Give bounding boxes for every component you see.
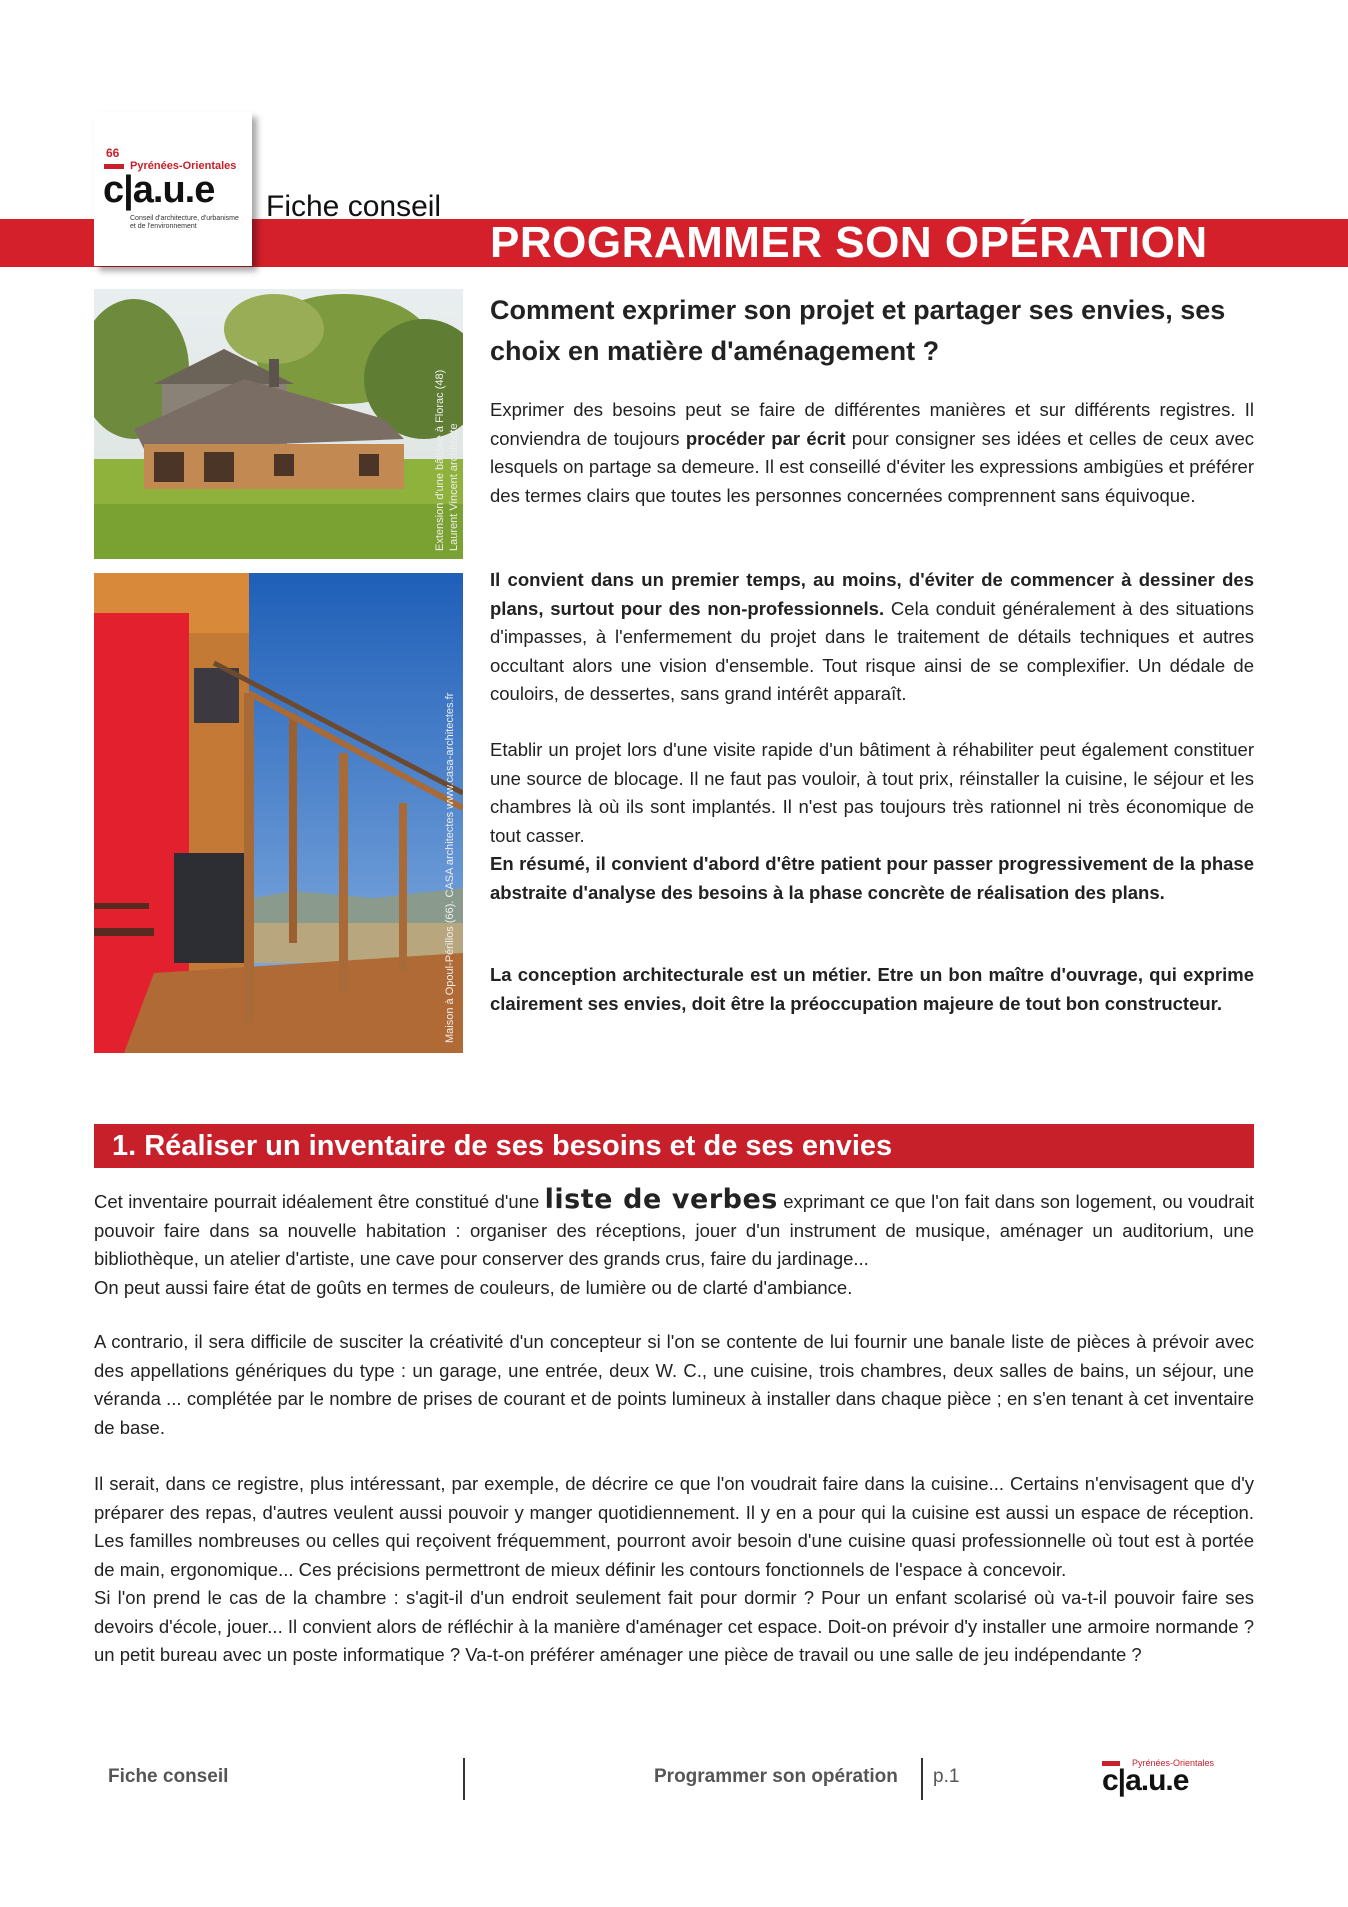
intro-paragraph-2: Il convient dans un premier temps, au moins, d'éviter de commencer à dessiner des plans, surtout pour des non-professionnels. Cela conduit généralement à des situations d'impasses, à l'enfermement du projet dans le traitement de détails techniques et autres occultant alors une vision d'ensemble. Tout risque ainsi de se complexifier. Un dédale de couloirs, de dessertes, sans grand intérêt apparaît.	[490, 569, 1254, 704]
logo-number: 66	[106, 146, 120, 160]
footer-title: Programmer son opération	[654, 1766, 898, 1787]
photo-house-extension	[94, 289, 463, 559]
intro-summary: En résumé, il convient d'abord d'être patient pour passer progressivement de la phase abstraite d'analyse des besoins à la phase concrète de réalisation des plans.	[490, 853, 1254, 903]
section-paragraph-1: Cet inventaire pourrait idéalement être constitué d'une liste de verbes exprimant ce que l'on fait dans son logement, ou voudrait pouvoir faire dans sa nouvelle habitation : organiser des réceptions, jouer d'un instrument de musique, aménager un auditorium, une bibliothèque, un atelier d'artiste, une cave pour conserver des grands crus, faire du jardinage... On peut aussi faire état de goûts en termes de couleurs, de lumière ou de clarté d'ambiance.	[94, 1184, 1254, 1298]
caue-logo	[94, 112, 252, 266]
logo-department: Pyrénées-Orientales	[130, 160, 237, 172]
photo1-credit-line2: Laurent Vincent architecte	[448, 423, 460, 551]
photo-red-house-pergola	[94, 573, 463, 1053]
footer-divider	[921, 1758, 923, 1800]
lead-question: Comment exprimer son projet et partager ses envies, ses choix en matière d'aménagement ?	[490, 295, 1226, 366]
footer-divider	[463, 1758, 465, 1800]
footer-logo-department: Pyrénées-Orientales	[1132, 1758, 1215, 1768]
intro-paragraph-5: La conception architecturale est un métier. Etre un bon maître d'ouvrage, qui exprime clairement ses envies, doit être la préoccupation majeure de tout bon constructeur.	[490, 964, 1254, 1014]
footer-logo: c|a.u.e	[1102, 1764, 1189, 1797]
fiche-label: Fiche conseil	[266, 190, 442, 223]
logo-name: c|a.u.e	[103, 169, 215, 211]
liste-de-verbes-emphasis: liste de verbes	[544, 1184, 778, 1215]
intro-paragraph-1: Exprimer des besoins peut se faire de différentes manières et sur différents registres. Il conviendra de toujours procéder par écrit pour consigner ses idées et celles de ceux avec lesquels on partage sa demeure. Il est conseillé d'éviter les expressions ambigües et préférer des termes clairs que toutes les personnes concernées comprennent sans équivoque.	[490, 399, 1254, 506]
photo2-credit: Maison à Opoul-Périllos (66). CASA architectes www.casa-architectes.fr	[444, 692, 456, 1043]
section-paragraph-2: A contrario, il sera difficile de susciter la créativité d'un concepteur si l'on se contente de lui fournir une banale liste de pièces à prévoir avec des appellations génériques du type : un garage, une entrée, deux W. C., une cuisine, trois chambres, deux salles de bains, un séjour, une véranda ... complétée par le nombre de prises de courant et de points lumineux à installer dans chaque pièce ; en s'en tenant à cet inventaire de base.	[94, 1331, 1254, 1438]
page-title: PROGRAMMER SON OPÉRATION	[490, 218, 1208, 267]
section-paragraph-3: Il serait, dans ce registre, plus intéressant, par exemple, de décrire ce que l'on voudrait faire dans la cuisine... Certains n'envisagent que d'y préparer des repas, d'autres veulent aussi pouvoir y manger quotidiennement. Il y en a pour qui la cuisine est aussi un espace de réception. Les familles nombreuses ou celles qui reçoivent fréquemment, pourront avoir besoin d'une cuisine quasi professionnelle où tout est à portée de main, ergonomique... Ces précisions permettront de mieux définir les contours fonctionnels de l'espace à concevoir. Si l'on prend le cas de la chambre : s'agit-il d'un endroit seulement fait pour dormir ? Pour un enfant scolarisé où va-t-il pouvoir faire ses devoirs d'école, jouer... Il convient alors de réfléchir à la manière d'aménager cet espace. Doit-on prévoir d'y installer une armoire normande ? un petit bureau avec un poste informatique ? Va-t-on préférer aménager une pièce de travail ou une salle de jeu indépendante ?	[94, 1473, 1254, 1665]
footer-fiche-label: Fiche conseil	[108, 1766, 229, 1787]
logo-subtitle: Conseil d'architecture, d'urbanisme et de l'environnement	[130, 215, 239, 230]
intro-paragraph-3: Etablir un projet lors d'une visite rapide d'un bâtiment à réhabiliter peut également constituer une source de blocage. Il ne faut pas vouloir, à tout prix, réinstaller la cuisine, le séjour et les chambres là où ils sont implantés. Il n'est pas toujours très rationnel ni très économique de tout casser. En résumé, il convient d'abord d'être patient pour passer progressivement de la phase abstraite d'analyse des besoins à la phase concrète de réalisation des plans.	[490, 736, 1254, 907]
section-title: 1. Réaliser un inventaire de ses besoins et de ses envies	[112, 1130, 893, 1162]
photo1-credit-line1: Extension d'une bâtisse à Florac (48)	[434, 369, 446, 551]
footer-page-number: p.1	[933, 1766, 960, 1787]
